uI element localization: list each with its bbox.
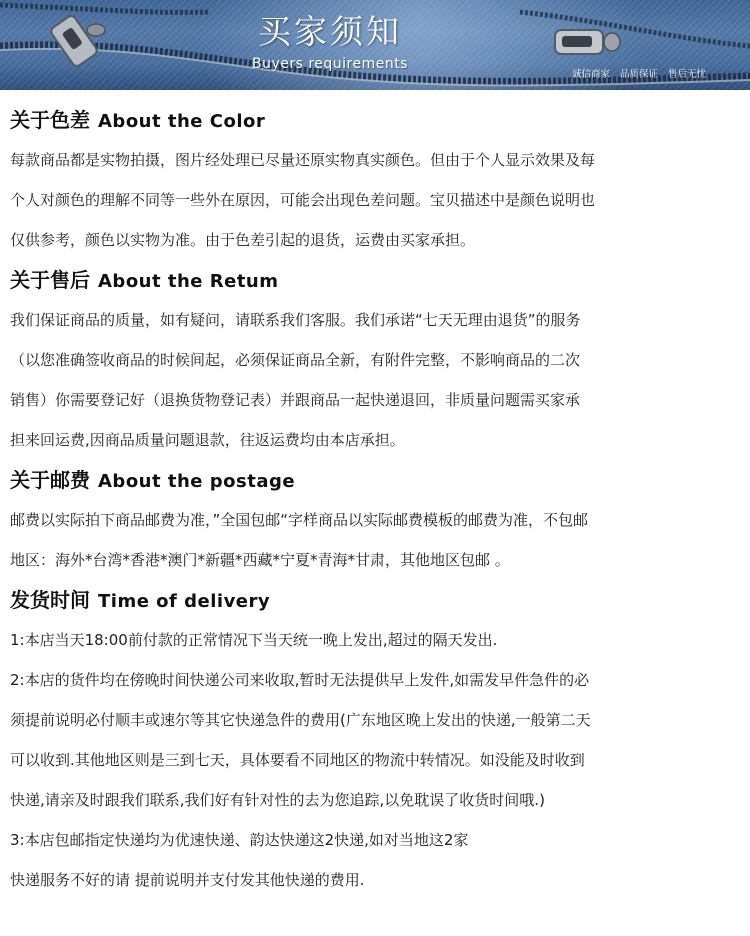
banner-subtitle: Buyers requirements	[251, 56, 409, 72]
paragraph-line: 1:本店当天18:00前付款的正常情况下当天统一晚上发出,超过的隔天发出.	[10, 631, 498, 649]
paragraph-line: 可以收到.其他地区则是三到七天，具体要看不同地区的物流中转情况。如没能及时收到	[10, 751, 585, 769]
paragraph-line: 仅供参考，颜色以实物为准。由于色差引起的退货，运费由买家承担。	[10, 231, 476, 249]
banner-tag: 品质保证	[619, 69, 658, 80]
section-title-cn: 发货时间	[10, 588, 90, 612]
section-title-cn: 关于邮费	[10, 468, 90, 492]
banner-tag: 诚信商家	[571, 69, 610, 80]
section-title-cn: 关于色差	[10, 108, 90, 132]
paragraph-line: 担来回运费,因商品质量问题退款，往返运费均由本店承担。	[10, 431, 405, 449]
zipper-pull-left-icon	[49, 14, 105, 68]
section-title-postage	[10, 460, 740, 500]
paragraph-line: 每款商品都是实物拍摄，图片经处理已尽量还原实物真实颜色。但由于个人显示效果及每	[10, 151, 596, 169]
paragraph-line: 我们保证商品的质量，如有疑问，请联系我们客服。我们承诺“七天无理由退货”的服务	[10, 311, 581, 329]
section-title-cn: 关于售后	[10, 268, 90, 292]
banner-title: 买家须知	[258, 12, 402, 51]
section-title-en: About the Retum	[98, 271, 279, 292]
paragraph-line: 3:本店包邮指定快递均为优速快递、韵达快递这2快递,如对当地这2家	[10, 831, 469, 849]
section-title-en: About the Color	[98, 111, 266, 132]
zipper-pull-right-icon	[555, 30, 620, 54]
section-title-return	[10, 260, 740, 300]
section-title-color	[10, 100, 740, 140]
paragraph-line: 邮费以实际拍下商品邮费为准，”全国包邮“字样商品以实际邮费模板的邮费为准，不包邮	[10, 511, 589, 529]
paragraph-line: （以您准确签收商品的时候间起，必须保证商品全新，有附件完整，不影响商品的二次	[10, 351, 581, 369]
section-title-delivery	[10, 580, 740, 620]
paragraph-line: 快递服务不好的请 提前说明并支付发其他快递的费用.	[10, 871, 365, 889]
header-banner	[0, 0, 750, 90]
section-title-en: Time of delivery	[98, 591, 271, 612]
paragraph-line: 个人对颜色的理解不同等一些外在原因，可能会出现色差问题。宝贝描述中是颜色说明也	[10, 191, 596, 209]
paragraph-line: 2:本店的货件均在傍晚时间快递公司来收取,暂时无法提供早上发件,如需发早件急件的必	[10, 671, 590, 689]
notice-content	[10, 100, 740, 900]
paragraph-line: 销售）你需要登记好（退换货物登记表）并跟商品一起快递退回，非质量问题需买家承	[10, 391, 581, 409]
banner-tags	[572, 66, 706, 80]
section-title-en: About the postage	[98, 471, 296, 492]
paragraph-line: 须提前说明必付顺丰或速尔等其它快递急件的费用(广东地区晚上发出的快递,一般第二天	[10, 711, 591, 729]
paragraph-line: 快递,请亲及时跟我们联系,我们好有针对性的去为您追踪,以免耽误了收货时间哦.)	[10, 791, 545, 809]
banner-tag: 售后无忧	[667, 69, 706, 80]
paragraph-line: 地区：海外*台湾*香港*澳门*新疆*西藏*宁夏*青海*甘肃，其他地区包邮 。	[10, 551, 510, 569]
